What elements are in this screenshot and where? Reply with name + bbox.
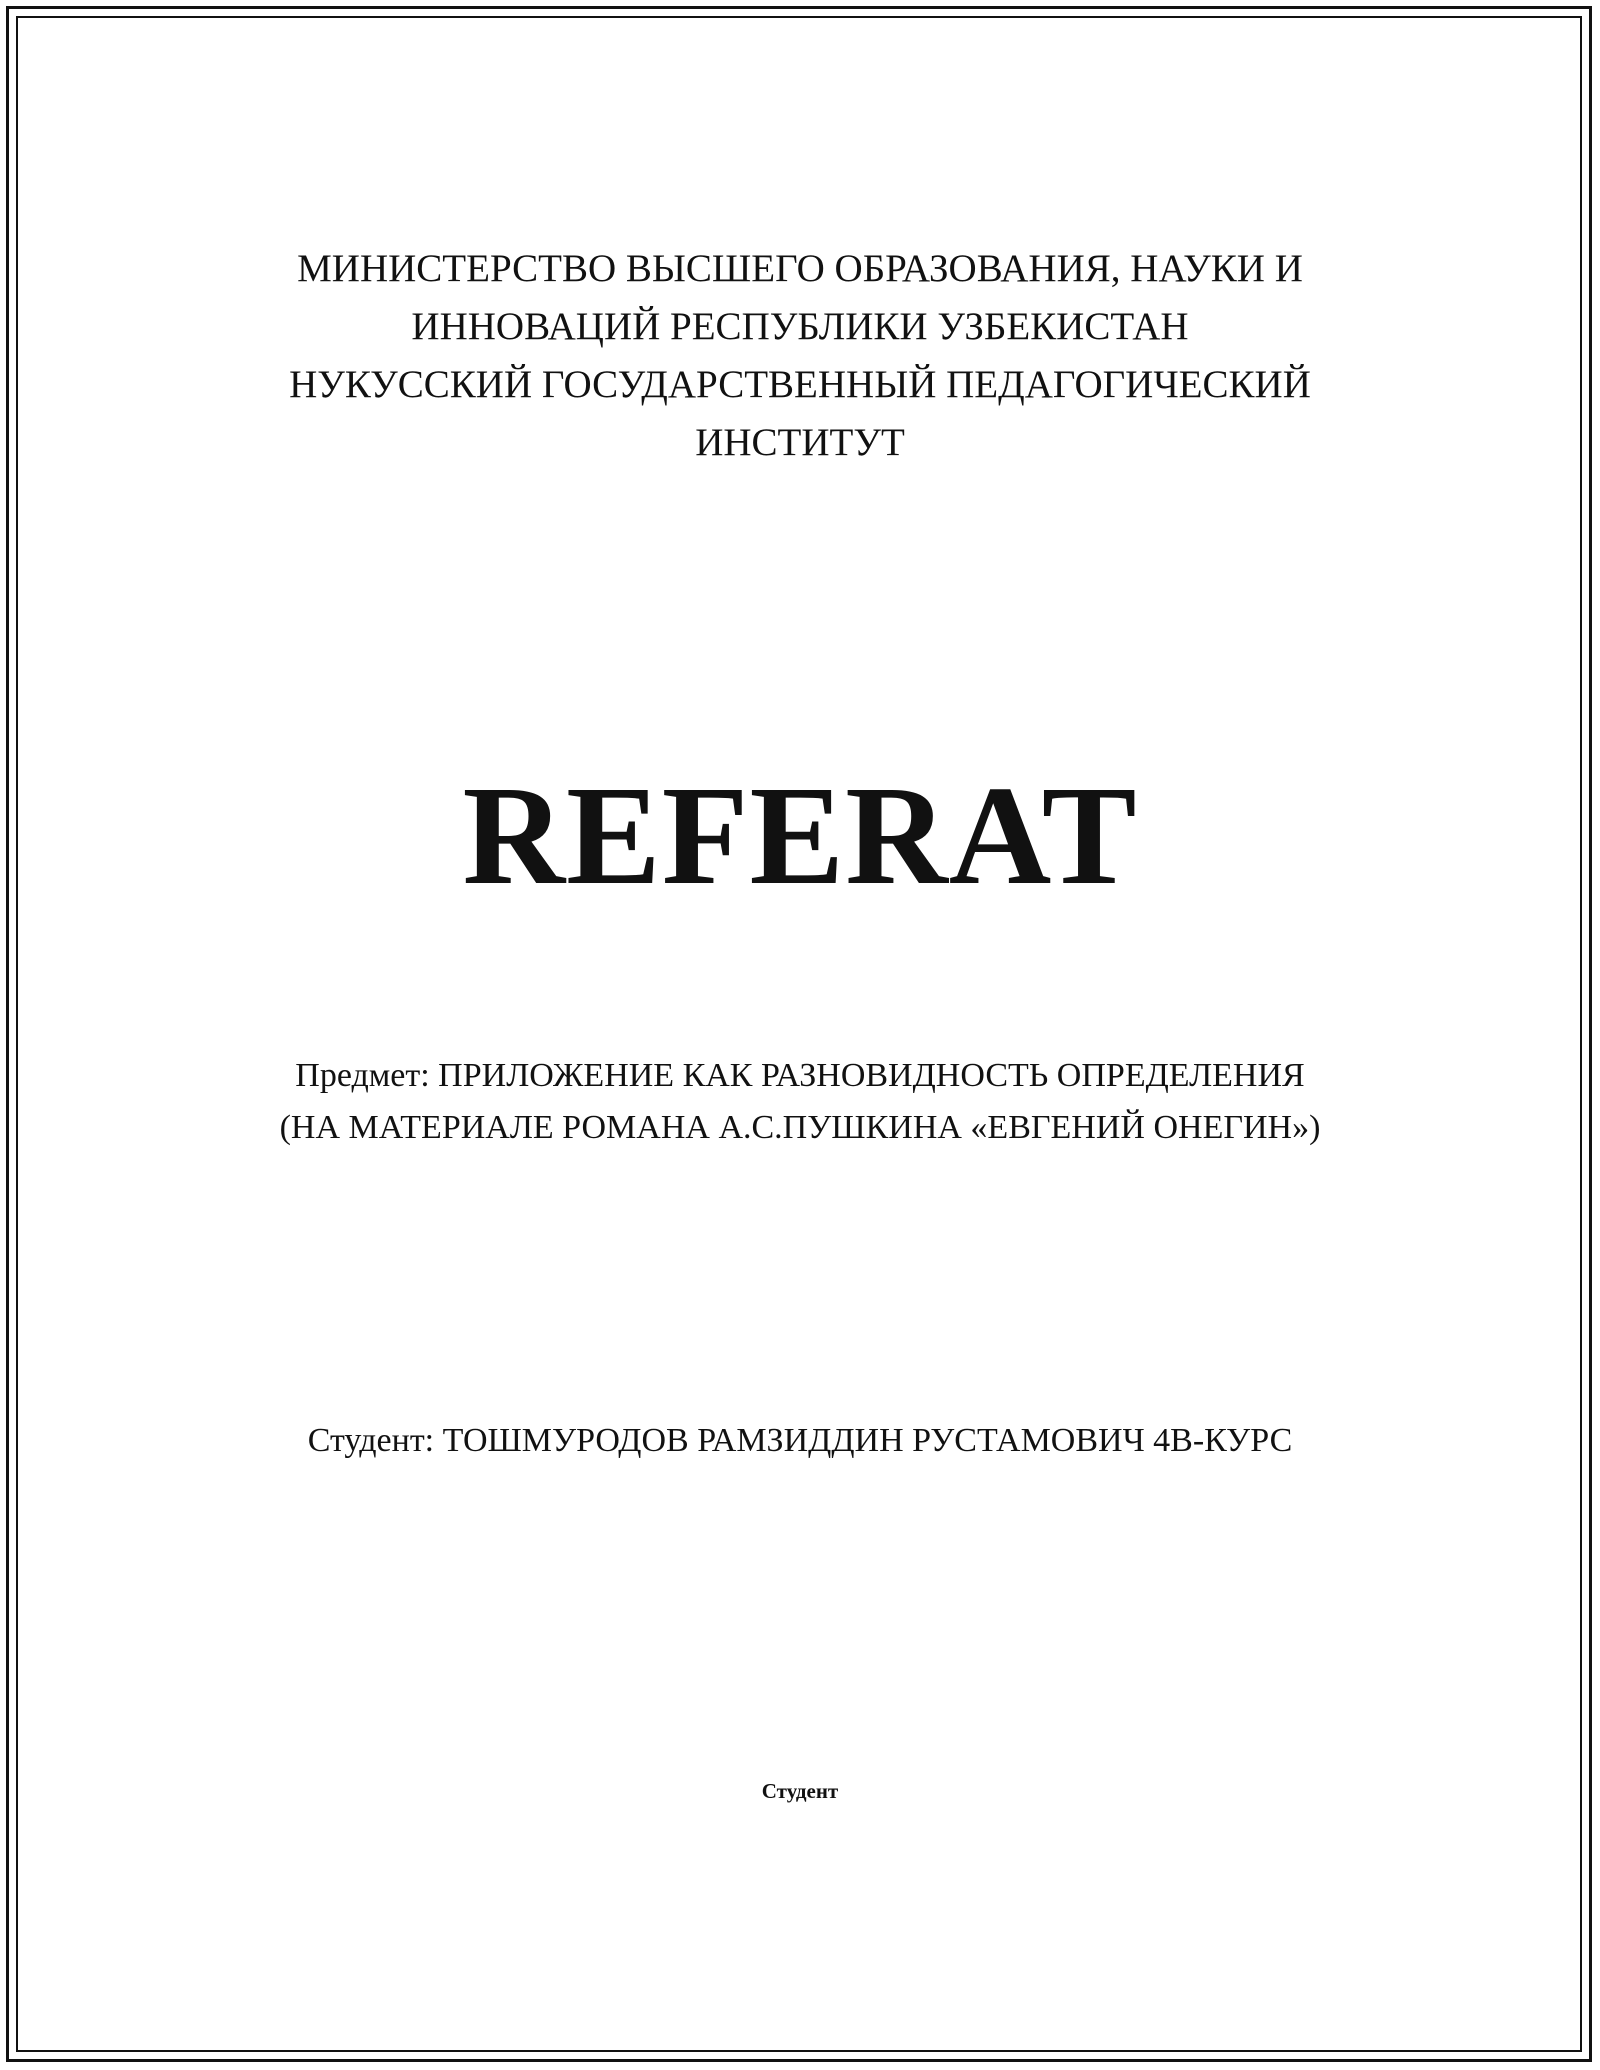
header-line: ИНСТИТУТ	[695, 421, 905, 464]
subject-block	[0, 1050, 1600, 1154]
subject-line: Предмет: ПРИЛОЖЕНИЕ КАК РАЗНОВИДНОСТЬ ОПРЕДЕЛЕНИЯ	[295, 1057, 1305, 1094]
document-title: REFERAT	[462, 756, 1138, 914]
ministry-header	[0, 240, 1600, 472]
header-line: ИННОВАЦИЙ РЕСПУБЛИКИ УЗБЕКИСТАН	[411, 305, 1189, 348]
subject-line: (НА МАТЕРИАЛЕ РОМАНА А.С.ПУШКИНА «ЕВГЕНИЙ ОНЕГИН»)	[279, 1109, 1321, 1146]
header-line: МИНИСТЕРСТВО ВЫСШЕГО ОБРАЗОВАНИЯ, НАУКИ И	[297, 247, 1303, 290]
student-info: Студент: ТОШМУРОДОВ РАМЗИДДИН РУСТАМОВИЧ 4В-КУРС	[307, 1422, 1293, 1459]
header-line: НУКУССКИЙ ГОСУДАРСТВЕННЫЙ ПЕДАГОГИЧЕСКИЙ	[289, 363, 1311, 406]
footer-student-label: Студент	[761, 1779, 839, 1803]
